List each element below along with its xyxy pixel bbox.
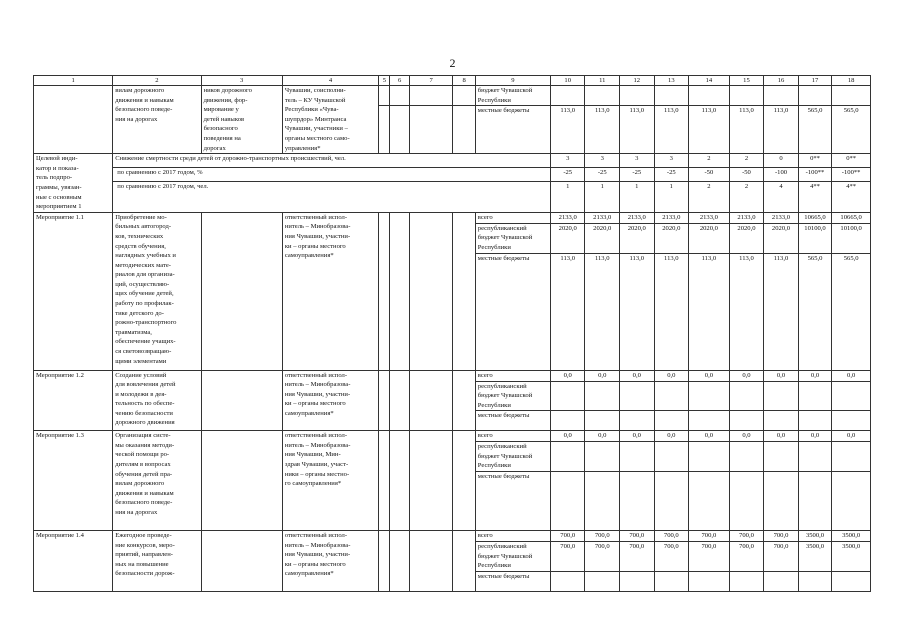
value-cell: [729, 442, 764, 472]
value-cell: [764, 442, 799, 472]
value-cell: -50: [729, 167, 764, 181]
executor-cell: ответственный испол- нитель – Минобразова- ния Чувашии, Мин- здрав Чувашии, участ- ники – органы местно- го самоуправления*: [282, 431, 378, 531]
continuation-row: [34, 86, 871, 106]
value-cell: 1: [620, 181, 655, 212]
value-cell: [689, 86, 730, 106]
value-cell: 113,0: [550, 106, 585, 154]
value-cell: 4: [764, 181, 799, 212]
value-cell: 3500,0: [832, 542, 871, 572]
value-cell: 2: [729, 154, 764, 168]
value-cell: [585, 442, 620, 472]
header-cell: 12: [620, 76, 655, 86]
executor-cell: ответственный испол- нитель – Минобразова- ния Чувашии, участни- ки – органы местного самоуправления*: [282, 531, 378, 592]
value-cell: [620, 442, 655, 472]
value-cell: 10665,0: [798, 212, 832, 223]
value-cell: [798, 381, 832, 411]
empty-cell: [453, 370, 475, 431]
header-cell: 17: [798, 76, 832, 86]
measure-name: Мероприятие 1.1: [34, 212, 113, 370]
funding-source: местные бюджеты: [475, 411, 550, 431]
value-cell: 700,0: [689, 542, 730, 572]
value-cell: 0,0: [620, 370, 655, 381]
header-cell: 13: [654, 76, 689, 86]
value-cell: -50: [689, 167, 730, 181]
measure-name: Мероприятие 1.4: [34, 531, 113, 592]
value-cell: 0,0: [832, 431, 871, 442]
value-cell: [620, 381, 655, 411]
funding-source: всего: [475, 431, 550, 442]
value-cell: 700,0: [729, 531, 764, 542]
value-cell: 0,0: [689, 431, 730, 442]
value-cell: [729, 411, 764, 431]
value-cell: 0,0: [764, 431, 799, 442]
value-cell: [832, 571, 871, 591]
target-label: Целевой инди- катор и показа- тель подпро- граммы, увязан- ные с основным мероприятием 1: [34, 154, 113, 213]
value-cell: 0,0: [550, 431, 585, 442]
value-cell: [798, 472, 832, 531]
measure-description: Ежегодное проведе- ние конкурсов, меро- приятий, направлен- ных на повышение безопасности дорож-: [113, 531, 201, 592]
empty-cell: [390, 531, 409, 592]
value-cell: [550, 411, 585, 431]
empty-cell: [390, 431, 409, 531]
empty-cell: [453, 106, 475, 154]
program-table: [33, 75, 871, 592]
value-cell: [654, 472, 689, 531]
funding-source: всего: [475, 370, 550, 381]
header-cell: 6: [390, 76, 409, 86]
value-cell: 113,0: [729, 106, 764, 154]
funding-source: бюджет Чувашской Республики: [475, 86, 550, 106]
value-cell: [729, 571, 764, 591]
value-cell: -25: [654, 167, 689, 181]
executor-cell: ответственный испол- нитель – Минобразова- ния Чувашии, участни- ки – органы местного самоуправления*: [282, 370, 378, 431]
empty-cell: [453, 212, 475, 370]
value-cell: [729, 381, 764, 411]
value-cell: 2133,0: [689, 212, 730, 223]
value-cell: [764, 381, 799, 411]
value-cell: 0,0: [585, 370, 620, 381]
value-cell: [620, 571, 655, 591]
value-cell: 565,0: [798, 253, 832, 370]
value-cell: 2133,0: [585, 212, 620, 223]
value-cell: 2020,0: [620, 223, 655, 253]
value-cell: [832, 86, 871, 106]
value-cell: 700,0: [585, 531, 620, 542]
value-cell: [585, 571, 620, 591]
value-cell: 113,0: [550, 253, 585, 370]
value-cell: 4**: [832, 181, 871, 212]
header-cell: 7: [409, 76, 453, 86]
empty-cell: [390, 212, 409, 370]
value-cell: 3500,0: [798, 531, 832, 542]
header-cell: 18: [832, 76, 871, 86]
value-cell: [654, 381, 689, 411]
target-subrow-label: по сравнению с 2017 годом, %: [113, 167, 551, 181]
value-cell: 2020,0: [585, 223, 620, 253]
funding-source: всего: [475, 531, 550, 542]
value-cell: 113,0: [729, 253, 764, 370]
empty-cell: [379, 431, 390, 531]
value-cell: 0**: [832, 154, 871, 168]
value-cell: [620, 472, 655, 531]
value-cell: 113,0: [689, 106, 730, 154]
value-cell: [764, 571, 799, 591]
value-cell: [654, 442, 689, 472]
value-cell: [764, 411, 799, 431]
value-cell: [620, 86, 655, 106]
value-cell: 565,0: [832, 253, 871, 370]
measure-name: Мероприятие 1.2: [34, 370, 113, 431]
value-cell: [729, 472, 764, 531]
value-cell: -100**: [832, 167, 871, 181]
value-cell: [798, 411, 832, 431]
funding-source: местные бюджеты: [475, 472, 550, 531]
value-cell: [764, 472, 799, 531]
value-cell: [689, 472, 730, 531]
measure-row: [34, 531, 871, 542]
executor-cell: ответственный испол- нитель – Минобразова- ния Чувашии, участни- ки – органы местного самоуправления*: [282, 212, 378, 370]
empty-cell: [390, 106, 409, 154]
value-cell: [585, 86, 620, 106]
empty-cell: [453, 431, 475, 531]
value-cell: 113,0: [620, 106, 655, 154]
value-cell: 3500,0: [798, 542, 832, 572]
funding-source: местные бюджеты: [475, 253, 550, 370]
funding-source: республиканский бюджет Чувашской Республики: [475, 223, 550, 253]
value-cell: 0,0: [729, 370, 764, 381]
header-cell: 16: [764, 76, 799, 86]
target-subrow-label: по сравнению с 2017 годом, чел.: [113, 181, 551, 212]
value-cell: [832, 472, 871, 531]
value-cell: [550, 571, 585, 591]
funding-source: республиканский бюджет Чувашской Республики: [475, 542, 550, 572]
header-cell: 15: [729, 76, 764, 86]
value-cell: 2020,0: [654, 223, 689, 253]
empty-cell: [409, 370, 453, 431]
empty-cell: [390, 370, 409, 431]
measure-description: Организация систе- мы оказания методи- ческой помощи ро- дителям в вопросах обучения детей пра- вилам дорожного движения и навыкам безопасного поведе- ния на дорогах: [113, 431, 201, 531]
value-cell: 113,0: [585, 106, 620, 154]
value-cell: 3: [585, 154, 620, 168]
value-cell: [585, 411, 620, 431]
value-cell: 2: [689, 154, 730, 168]
funding-source: местные бюджеты: [475, 571, 550, 591]
measure-row: [34, 370, 871, 381]
empty-cell: [409, 531, 453, 592]
value-cell: [550, 381, 585, 411]
target-title: Снижение смертности среди детей от дорожно-транспортных происшествий, чел.: [113, 154, 551, 168]
value-cell: -25: [585, 167, 620, 181]
value-cell: 1: [585, 181, 620, 212]
header-cell: 10: [550, 76, 585, 86]
value-cell: 4**: [798, 181, 832, 212]
value-cell: 2133,0: [654, 212, 689, 223]
value-cell: 3500,0: [832, 531, 871, 542]
empty-cell: [379, 370, 390, 431]
value-cell: 113,0: [585, 253, 620, 370]
value-cell: 113,0: [764, 253, 799, 370]
value-cell: 3: [550, 154, 585, 168]
measure-description: вилам дорожного движения и навыкам безопасного поведе- ния на дорогах: [113, 86, 201, 154]
value-cell: 700,0: [654, 542, 689, 572]
target-row: [34, 181, 871, 212]
value-cell: [729, 86, 764, 106]
empty-cell: [453, 86, 475, 106]
header-row: [34, 76, 871, 86]
measure-goal: [201, 370, 282, 431]
value-cell: [689, 571, 730, 591]
measure-description: Создание условий для вовлечения детей и молодежи в дея- тельность по обеспе- чению безопасности дорожного движения: [113, 370, 201, 431]
value-cell: 0: [764, 154, 799, 168]
value-cell: [832, 442, 871, 472]
funding-source: республиканский бюджет Чувашской Республики: [475, 381, 550, 411]
header-cell: 9: [475, 76, 550, 86]
value-cell: [798, 442, 832, 472]
empty-cell: [379, 531, 390, 592]
value-cell: 113,0: [620, 253, 655, 370]
empty-cell: [409, 86, 453, 106]
value-cell: [689, 381, 730, 411]
value-cell: [798, 86, 832, 106]
value-cell: 700,0: [620, 542, 655, 572]
value-cell: 0**: [798, 154, 832, 168]
header-cell: 5: [379, 76, 390, 86]
value-cell: 0,0: [764, 370, 799, 381]
value-cell: 700,0: [620, 531, 655, 542]
value-cell: 700,0: [585, 542, 620, 572]
value-cell: [654, 411, 689, 431]
value-cell: 700,0: [764, 531, 799, 542]
funding-source: республиканский бюджет Чувашской Республики: [475, 442, 550, 472]
measure-goal: [201, 431, 282, 531]
value-cell: 2020,0: [689, 223, 730, 253]
value-cell: 2: [729, 181, 764, 212]
value-cell: [764, 86, 799, 106]
value-cell: 700,0: [550, 531, 585, 542]
value-cell: 2133,0: [764, 212, 799, 223]
header-cell: 11: [585, 76, 620, 86]
value-cell: 0,0: [689, 370, 730, 381]
value-cell: 10100,0: [832, 223, 871, 253]
value-cell: 0,0: [729, 431, 764, 442]
value-cell: 0,0: [620, 431, 655, 442]
value-cell: 113,0: [764, 106, 799, 154]
value-cell: 113,0: [689, 253, 730, 370]
value-cell: [585, 381, 620, 411]
empty-cell: [409, 212, 453, 370]
value-cell: [620, 411, 655, 431]
empty-cell: [379, 106, 390, 154]
header-cell: 8: [453, 76, 475, 86]
value-cell: 2133,0: [620, 212, 655, 223]
page-number: 2: [449, 56, 456, 70]
value-cell: [550, 472, 585, 531]
value-cell: 2020,0: [729, 223, 764, 253]
measure-name: Мероприятие 1.3: [34, 431, 113, 531]
value-cell: 113,0: [654, 106, 689, 154]
value-cell: 0,0: [654, 431, 689, 442]
value-cell: -25: [620, 167, 655, 181]
header-cell: 14: [689, 76, 730, 86]
value-cell: 565,0: [798, 106, 832, 154]
value-cell: 2020,0: [764, 223, 799, 253]
value-cell: 700,0: [689, 531, 730, 542]
value-cell: [585, 472, 620, 531]
value-cell: 10100,0: [798, 223, 832, 253]
value-cell: 700,0: [654, 531, 689, 542]
value-cell: [689, 442, 730, 472]
header-cell: 2: [113, 76, 201, 86]
target-row: [34, 154, 871, 168]
value-cell: 3: [620, 154, 655, 168]
value-cell: 700,0: [729, 542, 764, 572]
value-cell: [654, 86, 689, 106]
value-cell: 0,0: [654, 370, 689, 381]
header-cell: 4: [282, 76, 378, 86]
value-cell: 1: [550, 181, 585, 212]
value-cell: 0,0: [832, 370, 871, 381]
value-cell: [832, 411, 871, 431]
measure-goal: [201, 212, 282, 370]
value-cell: -100**: [798, 167, 832, 181]
value-cell: [550, 86, 585, 106]
value-cell: 0,0: [585, 431, 620, 442]
value-cell: 565,0: [832, 106, 871, 154]
value-cell: 0,0: [550, 370, 585, 381]
value-cell: 1: [654, 181, 689, 212]
header-cell: 3: [201, 76, 282, 86]
value-cell: 700,0: [550, 542, 585, 572]
empty-cell: [379, 86, 390, 106]
value-cell: 113,0: [654, 253, 689, 370]
header-cell: 1: [34, 76, 113, 86]
value-cell: 2133,0: [550, 212, 585, 223]
measure-row: [34, 212, 871, 223]
value-cell: [654, 571, 689, 591]
value-cell: [832, 381, 871, 411]
empty-cell: [379, 212, 390, 370]
value-cell: -100: [764, 167, 799, 181]
value-cell: 10665,0: [832, 212, 871, 223]
measure-description: Приобретение мо- бильных автогород- ков, технических средств обучения, наглядных учебных и методических мате- риалов для организа- ций, осуществляю- щих обучение детей, работу по профилак- тике детского до- рожно-транспортного травматизма, обеспечение учащих- ся световозвращаю- щими элементами: [113, 212, 201, 370]
value-cell: 2133,0: [729, 212, 764, 223]
value-cell: 3: [654, 154, 689, 168]
value-cell: -25: [550, 167, 585, 181]
empty-cell: [34, 86, 113, 154]
value-cell: 700,0: [764, 542, 799, 572]
empty-cell: [409, 106, 453, 154]
funding-source: всего: [475, 212, 550, 223]
value-cell: 2020,0: [550, 223, 585, 253]
measure-row: [34, 431, 871, 442]
value-cell: [798, 571, 832, 591]
measure-goal: [201, 531, 282, 592]
value-cell: 0,0: [798, 431, 832, 442]
value-cell: [689, 411, 730, 431]
measure-goal: ников дорожного движения, фор- мирование у детей навыков безопасного поведения на дорогах: [201, 86, 282, 154]
value-cell: 2: [689, 181, 730, 212]
target-row: [34, 167, 871, 181]
value-cell: [550, 442, 585, 472]
executor-cell: Чувашии, соисполни- тель – КУ Чувашской Республики «Чува- шупрдор» Минтранса Чувашии, участники – органы местного само- управления*: [282, 86, 378, 154]
empty-cell: [409, 431, 453, 531]
funding-source: местные бюджеты: [475, 106, 550, 154]
empty-cell: [453, 531, 475, 592]
value-cell: 0,0: [798, 370, 832, 381]
empty-cell: [390, 86, 409, 106]
